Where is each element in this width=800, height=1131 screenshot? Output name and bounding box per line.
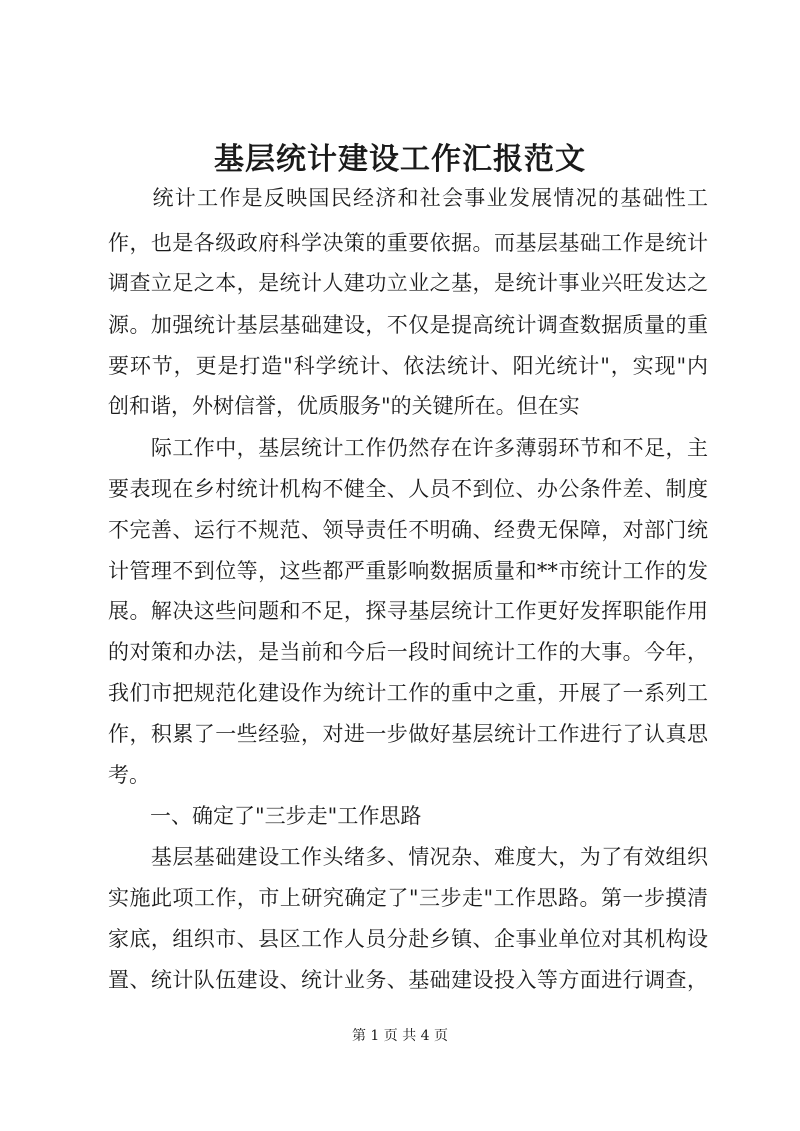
body-line: 作，积累了一些经验，对进一步做好基层统计工作进行了认真思: [108, 722, 708, 746]
body-line: 源。加强统计基层基础建设，不仅是提高统计调查数据质量的重: [108, 313, 708, 337]
body-line: 考。: [108, 763, 150, 787]
document-title: 基层统计建设工作汇报范文: [214, 142, 586, 177]
body-line: 作，也是各级政府科学决策的重要依据。而基层基础工作是统计: [108, 231, 708, 255]
body-line: 统计工作是反映国民经济和社会事业发展情况的基础性工: [108, 186, 708, 210]
body-line: 际工作中，基层统计工作仍然存在许多薄弱环节和不足，主: [108, 436, 708, 460]
body-line: 基层基础建设工作头绪多、情况杂、难度大，为了有效组织: [108, 845, 708, 869]
body-line: 展。解决这些问题和不足，探寻基层统计工作更好发挥职能作用: [108, 599, 708, 623]
body-line: 我们市把规范化建设作为统计工作的重中之重，开展了一系列工: [108, 681, 708, 705]
body-line: 置、统计队伍建设、统计业务、基础建设投入等方面进行调查，: [108, 968, 708, 992]
body-line: 家底，组织市、县区工作人员分赴乡镇、企事业单位对其机构设: [108, 927, 708, 951]
body-line: 要环节，更是打造"科学统计、依法统计、阳光统计"，实现"内: [108, 354, 708, 378]
section-heading: 一、确定了"三步走"工作思路: [108, 804, 422, 828]
body-line: 调查立足之本，是统计人建功立业之基，是统计事业兴旺发达之: [108, 271, 708, 295]
body-line: 不完善、运行不规范、领导责任不明确、经费无保障，对部门统: [108, 518, 708, 542]
body-line: 要表现在乡村统计机构不健全、人员不到位、办公条件差、制度: [108, 477, 708, 501]
page-footer: 第 1 页 共 4 页: [351, 1028, 449, 1044]
body-line: 实施此项工作，市上研究确定了"三步走"工作思路。第一步摸清: [108, 886, 708, 910]
body-line: 计管理不到位等，这些都严重影响数据质量和**市统计工作的发: [108, 559, 708, 583]
body-line: 创和谐，外树信誉，优质服务"的关键所在。但在实: [108, 394, 580, 418]
body-line: 的对策和办法，是当前和今后一段时间统计工作的大事。今年，: [108, 640, 708, 664]
